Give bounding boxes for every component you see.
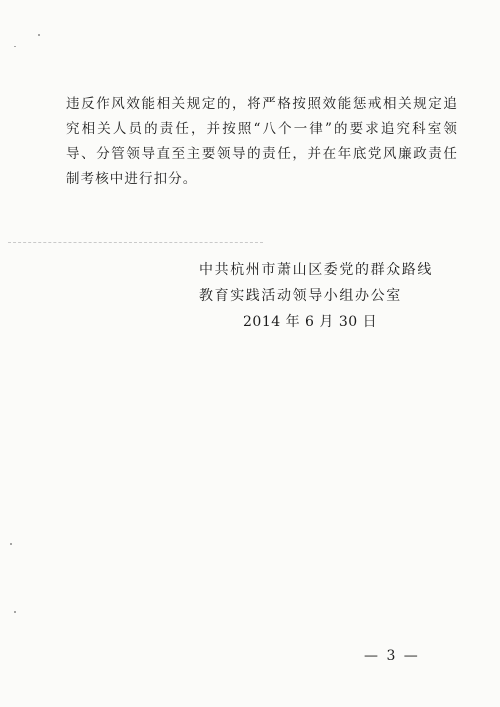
signature-org-line-2: 教育实践活动领导小组办公室 [199, 288, 402, 304]
page-number: — 3 — [364, 648, 420, 664]
scan-speck [10, 543, 12, 545]
scan-speck [14, 611, 16, 613]
signature-date: 2014 年 6 月 30 日 [243, 314, 378, 330]
body-paragraph: 违反作风效能相关规定的，将严格按照效能惩戒相关规定追究相关人员的责任，并按照“八个一律”的要求追究科室领导、分管领导直至主要领导的责任，并在年底党风廉政责任制考核中进行扣分。 [66, 96, 458, 187]
scan-speck [14, 46, 16, 47]
signature-org-line-1: 中共杭州市萧山区委党的群众路线 [199, 262, 433, 278]
body-text [66, 92, 458, 192]
scan-divider-line [8, 242, 263, 243]
scan-speck [38, 34, 40, 36]
